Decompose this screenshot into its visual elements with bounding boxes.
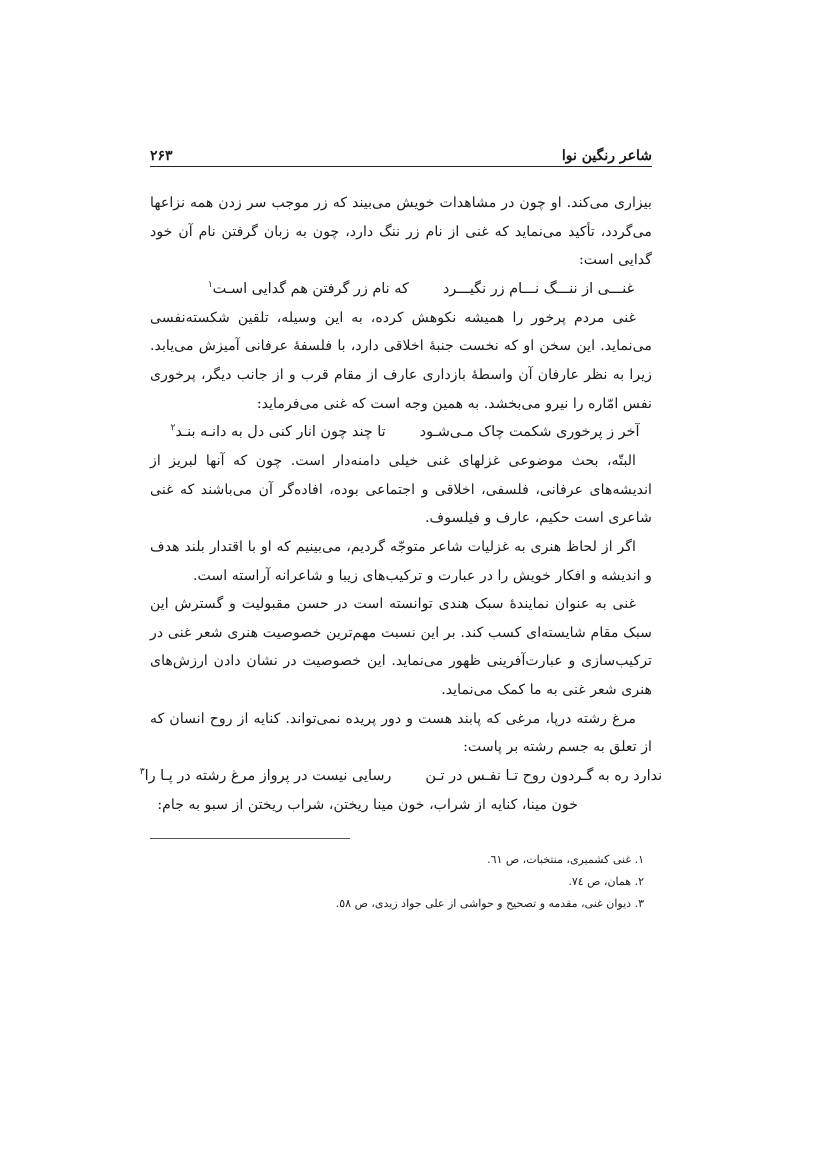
paragraph-2: غنی مردم پرخور را همیشه نکوهش کرده، به این وسیله، تلقین شکسته‌نفسی می‌نماید. این سخن او که نخست جنبهٔ اخلاقی دارد، با فلسفهٔ عرفانی آمیزش می‌یابد. زیرا به نظر عارفان آن واسطهٔ بازداری عارف از مقام قرب و از جانب دیگر، پرخوری نفس امّاره را نیرو می‌بخشد. به همین وجه است که غنی می‌فرماید: (150, 309, 652, 412)
paragraph-7: خون مینا، کنایه از شراب، خون مینا ریختن، شراب ریختن از سبو به جام: (157, 796, 578, 813)
verse-2-hemistich-2: تا چند چون انار کنی دل به دانـه بنـد$^۲$ (170, 423, 386, 441)
verse-2-hemistich-1: آخر ز پرخوری شکمت چاک مـی‌شـود (419, 424, 640, 441)
footnote-ref-3: ۳ (139, 766, 145, 777)
paragraph-6: مرغ رشته درپا، مرغی که پابند هست و دور پریده نمی‌تواند. کنایه از روح انسان که از تعلق به جسم رشته بر پاست: (150, 710, 652, 756)
verse-1-hemistich-1: غنـــی از ننـــگ نـــام زر نگیـــرد (442, 280, 635, 297)
footnote-3: ۳. دیوان غنی، مقدمه و تصحیح و حواشی از علی جواد زیدی، ص ٥٨. (335, 897, 644, 910)
verse-3-hemistich-1: ندارد ره به گـردون روح تـا نفـس در تـن (425, 767, 663, 784)
page-number: ۲۶۳ (150, 148, 173, 164)
header-rule (150, 166, 652, 167)
verse-3-hemistich-2: رسایی نیست در پرواز مرغ رشته در پـا را$^۳$ (139, 766, 392, 784)
running-title: شاعر رنگین نوا (561, 148, 652, 164)
paragraph-5: غنی به عنوان نمایندهٔ سبک هندی توانسته است در حسن مقبولیت و گسترش این سبک مقام شایسته‌ای کسب کند. بر این نسبت مهم‌ترین خصوصیت هنری شعر غنی در ترکیب‌سازی و عبارت‌آفرینی ظهور می‌نماید. این خصوصیت در نشان دادن ارزش‌های هنری شعر غنی به ما کمک می‌نماید. (150, 596, 652, 698)
verse-3 (139, 762, 663, 791)
verse-1-hemistich-2: که نام زر گرفتن هم گدایی اسـت$^۱$ (207, 279, 409, 297)
footnote-ref-1: ۱ (207, 279, 213, 290)
footnote-ref-2: ۲ (170, 423, 176, 434)
footnote-rule (150, 838, 350, 839)
page-content (139, 138, 663, 820)
footnotes (150, 838, 652, 915)
footnote-1: ۱. غنی کشمیری، منتخبات، ص ٦١. (487, 853, 644, 866)
footnote-2: ۲. همان، ص ٧٤. (568, 875, 644, 888)
paragraph-4: اگر از لحاظ هنری به غزلیات شاعر متوجّه گردیم، می‌بینیم که او با اقتدار بلند هدف و اندیشه و افکار خویش را در عبارت و ترکیب‌های زیبا و شاعرانه آراسته است. (150, 538, 652, 584)
running-head (150, 138, 652, 166)
paragraph-1: بیزاری می‌کند. او چون در مشاهدات خویش می‌بیند که زر موجب سر زدن همه نزاعها می‌گردد، تأکید می‌نماید که غنی از نام زر ننگ دارد، چون به زبان گرفتن نام آن خود گدایی است: (150, 195, 652, 269)
verse-2 (150, 418, 652, 447)
paragraph-3: البتّه، بحث موضوعی غزلهای غنی خیلی دامنه‌دار است. چون که آنها لبریز از اندیشه‌های عرفانی، فلسفی، اخلاقی و اجتماعی بوده، افاده‌گر آن می‌باشند که غنی شاعری است حکیم، عارف و فیلسوف. (150, 453, 652, 527)
verse-1 (150, 275, 652, 304)
